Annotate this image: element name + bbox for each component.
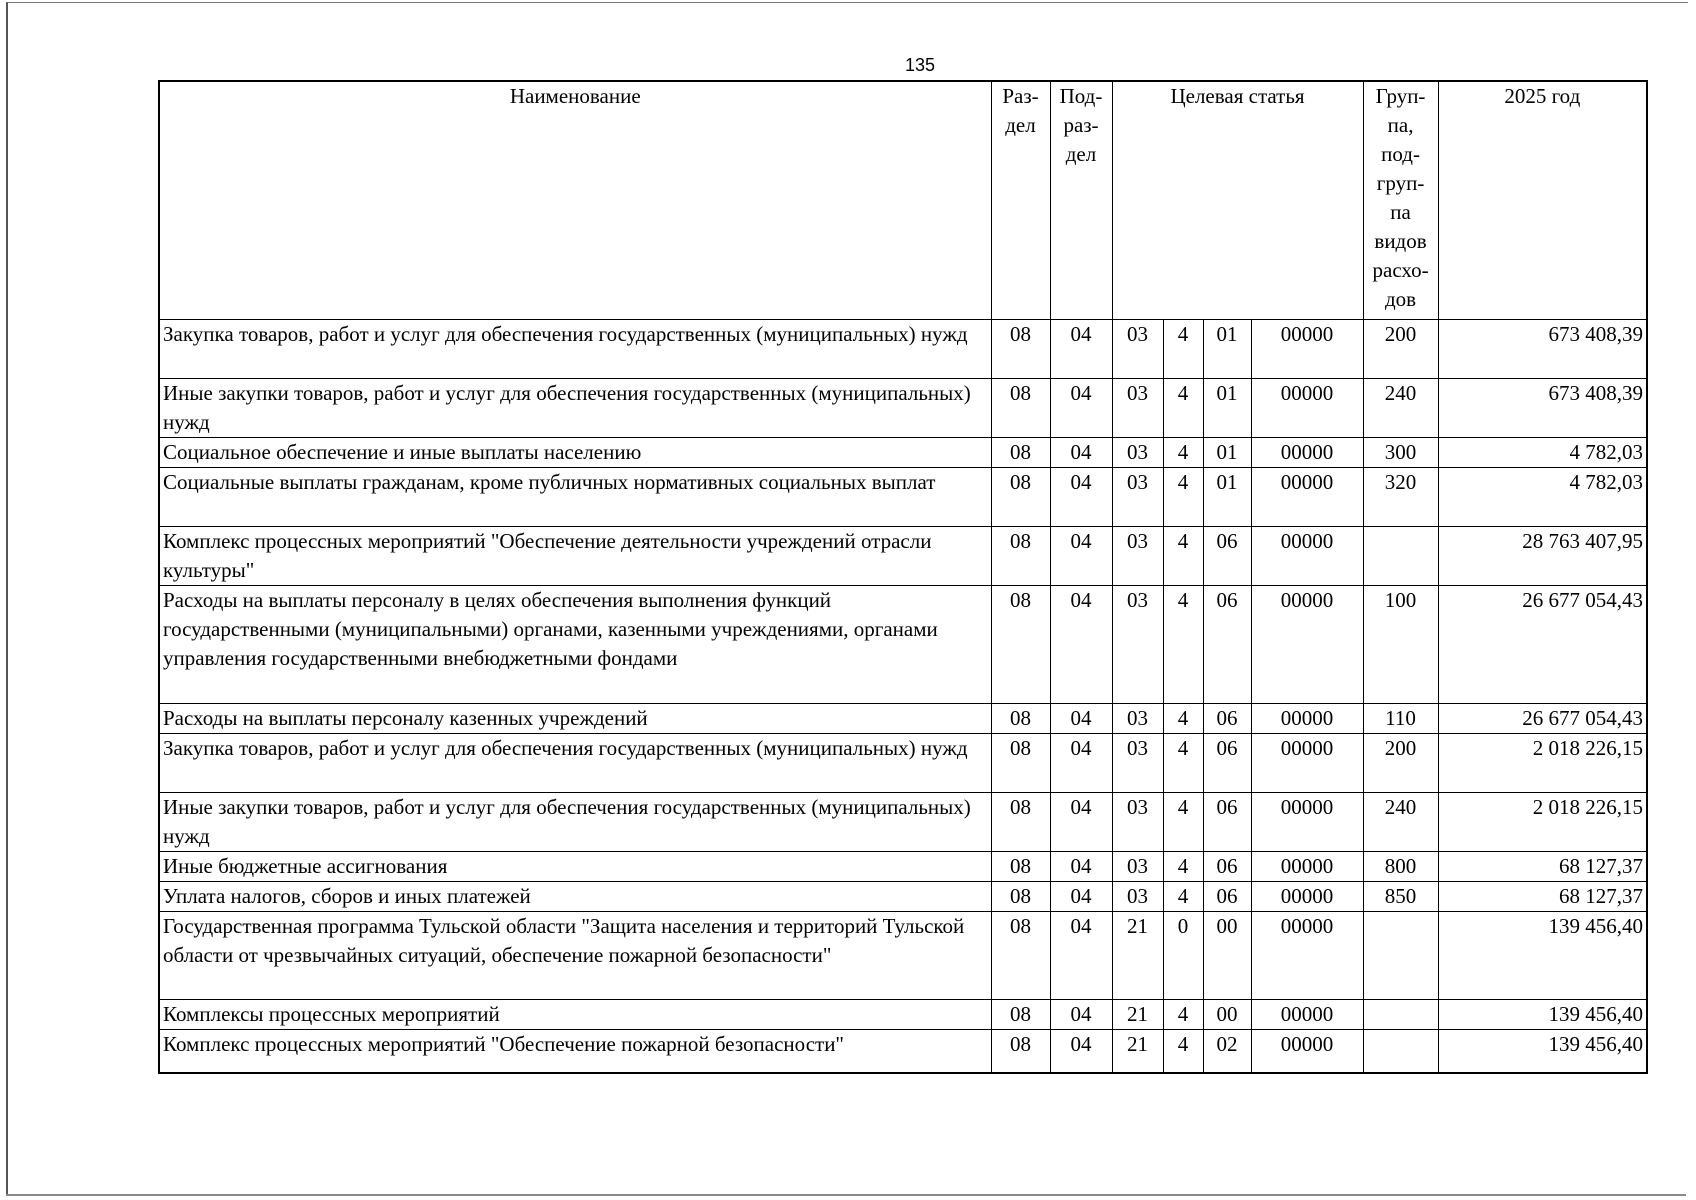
row-target-subprogram: 06 <box>1203 881 1251 911</box>
row-sum-2025: 68 127,37 <box>1438 851 1647 881</box>
row-expense-group: 320 <box>1363 467 1438 526</box>
row-target-subprogram: 06 <box>1203 851 1251 881</box>
row-target-program: 03 <box>1112 378 1163 437</box>
row-target-type: 4 <box>1163 319 1203 378</box>
row-target-type: 4 <box>1163 733 1203 792</box>
row-sum-2025: 2 018 226,15 <box>1438 733 1647 792</box>
row-target-subprogram: 01 <box>1203 437 1251 467</box>
row-name: Расходы на выплаты персоналу в целях обеспечения выполнения функций государственными (муниципальными) органами, казенными учреждениями, органами управления государственными внебюджетными фондами <box>159 585 991 703</box>
row-target-program: 03 <box>1112 467 1163 526</box>
row-sum-2025: 26 677 054,43 <box>1438 703 1647 733</box>
row-name: Социальные выплаты гражданам, кроме публичных нормативных социальных выплат <box>159 467 991 526</box>
row-expense-group <box>1363 999 1438 1029</box>
row-podrazdel: 04 <box>1050 881 1112 911</box>
row-target-program: 03 <box>1112 851 1163 881</box>
row-target-type: 4 <box>1163 999 1203 1029</box>
table-row <box>159 467 1647 526</box>
row-target-subprogram: 06 <box>1203 703 1251 733</box>
row-target-subprogram: 06 <box>1203 733 1251 792</box>
table-row <box>159 881 1647 911</box>
row-target-type: 4 <box>1163 585 1203 703</box>
row-target-direction: 00000 <box>1251 1029 1363 1073</box>
row-expense-group: 110 <box>1363 703 1438 733</box>
table-row <box>159 851 1647 881</box>
row-target-subprogram: 00 <box>1203 911 1251 999</box>
row-name: Социальное обеспечение и иные выплаты населению <box>159 437 991 467</box>
header-year-2025: 2025 год <box>1438 81 1647 319</box>
row-expense-group: 850 <box>1363 881 1438 911</box>
row-razdel: 08 <box>991 526 1050 585</box>
row-name: Расходы на выплаты персоналу казенных учреждений <box>159 703 991 733</box>
row-sum-2025: 139 456,40 <box>1438 911 1647 999</box>
row-target-direction: 00000 <box>1251 467 1363 526</box>
row-razdel: 08 <box>991 378 1050 437</box>
row-podrazdel: 04 <box>1050 911 1112 999</box>
row-razdel: 08 <box>991 851 1050 881</box>
row-target-program: 03 <box>1112 526 1163 585</box>
header-gruppa-vidov-raskhodov: Груп- па, под- груп- па видов расхо- дов <box>1363 81 1438 319</box>
row-razdel: 08 <box>991 319 1050 378</box>
row-sum-2025: 673 408,39 <box>1438 378 1647 437</box>
row-sum-2025: 139 456,40 <box>1438 1029 1647 1073</box>
row-target-program: 03 <box>1112 733 1163 792</box>
header-tselevaya-statya: Целевая статья <box>1112 81 1363 319</box>
row-razdel: 08 <box>991 467 1050 526</box>
row-expense-group <box>1363 911 1438 999</box>
row-podrazdel: 04 <box>1050 467 1112 526</box>
row-target-direction: 00000 <box>1251 703 1363 733</box>
row-podrazdel: 04 <box>1050 733 1112 792</box>
row-target-direction: 00000 <box>1251 911 1363 999</box>
row-podrazdel: 04 <box>1050 319 1112 378</box>
row-razdel: 08 <box>991 881 1050 911</box>
row-target-direction: 00000 <box>1251 437 1363 467</box>
row-target-subprogram: 02 <box>1203 1029 1251 1073</box>
budget-table <box>158 80 1648 1074</box>
row-target-subprogram: 01 <box>1203 467 1251 526</box>
row-razdel: 08 <box>991 733 1050 792</box>
row-target-direction: 00000 <box>1251 792 1363 851</box>
row-target-subprogram: 01 <box>1203 319 1251 378</box>
row-expense-group: 300 <box>1363 437 1438 467</box>
row-target-program: 03 <box>1112 319 1163 378</box>
row-podrazdel: 04 <box>1050 437 1112 467</box>
row-razdel: 08 <box>991 792 1050 851</box>
row-target-program: 03 <box>1112 703 1163 733</box>
row-name: Иные бюджетные ассигнования <box>159 851 991 881</box>
row-target-type: 4 <box>1163 467 1203 526</box>
header-row <box>159 81 1647 319</box>
row-name: Закупка товаров, работ и услуг для обеспечения государственных (муниципальных) нужд <box>159 319 991 378</box>
row-target-type: 4 <box>1163 881 1203 911</box>
table-row <box>159 733 1647 792</box>
row-sum-2025: 28 763 407,95 <box>1438 526 1647 585</box>
row-target-type: 4 <box>1163 437 1203 467</box>
row-name: Государственная программа Тульской области "Защита населения и территорий Тульской области от чрезвычайных ситуаций, обеспечение пожарной безопасности" <box>159 911 991 999</box>
header-name: Наименование <box>159 81 991 319</box>
table-row <box>159 378 1647 437</box>
row-target-subprogram: 06 <box>1203 792 1251 851</box>
row-expense-group: 100 <box>1363 585 1438 703</box>
row-expense-group <box>1363 1029 1438 1073</box>
header-podrazdel: Под- раз- дел <box>1050 81 1112 319</box>
row-target-type: 4 <box>1163 851 1203 881</box>
row-target-program: 03 <box>1112 792 1163 851</box>
row-expense-group <box>1363 526 1438 585</box>
row-target-program: 03 <box>1112 437 1163 467</box>
row-target-type: 4 <box>1163 703 1203 733</box>
bottom-rule <box>6 1194 1686 1196</box>
row-podrazdel: 04 <box>1050 378 1112 437</box>
page-number: 135 <box>904 55 936 75</box>
row-sum-2025: 139 456,40 <box>1438 999 1647 1029</box>
table-body <box>159 319 1647 1073</box>
row-target-type: 4 <box>1163 792 1203 851</box>
row-name: Иные закупки товаров, работ и услуг для обеспечения государственных (муниципальных) нужд <box>159 792 991 851</box>
row-target-direction: 00000 <box>1251 733 1363 792</box>
header-razdel: Раз- дел <box>991 81 1050 319</box>
row-sum-2025: 26 677 054,43 <box>1438 585 1647 703</box>
row-target-type: 4 <box>1163 526 1203 585</box>
row-razdel: 08 <box>991 911 1050 999</box>
table-row <box>159 792 1647 851</box>
row-target-subprogram: 06 <box>1203 526 1251 585</box>
row-sum-2025: 4 782,03 <box>1438 467 1647 526</box>
row-podrazdel: 04 <box>1050 585 1112 703</box>
row-expense-group: 800 <box>1363 851 1438 881</box>
row-podrazdel: 04 <box>1050 792 1112 851</box>
table-row <box>159 437 1647 467</box>
table-row <box>159 999 1647 1029</box>
row-sum-2025: 2 018 226,15 <box>1438 792 1647 851</box>
table-row <box>159 1029 1647 1073</box>
row-podrazdel: 04 <box>1050 526 1112 585</box>
row-razdel: 08 <box>991 1029 1050 1073</box>
row-name: Комплексы процессных мероприятий <box>159 999 991 1029</box>
row-target-direction: 00000 <box>1251 319 1363 378</box>
row-target-program: 21 <box>1112 999 1163 1029</box>
row-sum-2025: 68 127,37 <box>1438 881 1647 911</box>
row-expense-group: 200 <box>1363 733 1438 792</box>
row-expense-group: 200 <box>1363 319 1438 378</box>
row-target-direction: 00000 <box>1251 999 1363 1029</box>
row-expense-group: 240 <box>1363 378 1438 437</box>
row-target-subprogram: 01 <box>1203 378 1251 437</box>
table-row <box>159 703 1647 733</box>
row-target-direction: 00000 <box>1251 378 1363 437</box>
row-target-program: 21 <box>1112 1029 1163 1073</box>
table-row <box>159 585 1647 703</box>
row-name: Закупка товаров, работ и услуг для обеспечения государственных (муниципальных) нужд <box>159 733 991 792</box>
row-razdel: 08 <box>991 999 1050 1029</box>
row-name: Комплекс процессных мероприятий "Обеспечение пожарной безопасности" <box>159 1029 991 1073</box>
row-podrazdel: 04 <box>1050 1029 1112 1073</box>
row-razdel: 08 <box>991 585 1050 703</box>
row-target-type: 0 <box>1163 911 1203 999</box>
row-podrazdel: 04 <box>1050 851 1112 881</box>
row-name: Комплекс процессных мероприятий "Обеспечение деятельности учреждений отрасли культуры" <box>159 526 991 585</box>
row-name: Уплата налогов, сборов и иных платежей <box>159 881 991 911</box>
table-row <box>159 526 1647 585</box>
row-target-subprogram: 00 <box>1203 999 1251 1029</box>
row-expense-group: 240 <box>1363 792 1438 851</box>
table-row <box>159 319 1647 378</box>
row-sum-2025: 4 782,03 <box>1438 437 1647 467</box>
row-target-direction: 00000 <box>1251 851 1363 881</box>
row-target-program: 21 <box>1112 911 1163 999</box>
row-sum-2025: 673 408,39 <box>1438 319 1647 378</box>
row-target-direction: 00000 <box>1251 585 1363 703</box>
row-target-subprogram: 06 <box>1203 585 1251 703</box>
row-target-program: 03 <box>1112 881 1163 911</box>
row-podrazdel: 04 <box>1050 999 1112 1029</box>
row-razdel: 08 <box>991 703 1050 733</box>
row-podrazdel: 04 <box>1050 703 1112 733</box>
row-name: Иные закупки товаров, работ и услуг для обеспечения государственных (муниципальных) нужд <box>159 378 991 437</box>
table-row <box>159 911 1647 999</box>
row-target-program: 03 <box>1112 585 1163 703</box>
row-target-direction: 00000 <box>1251 526 1363 585</box>
row-target-type: 4 <box>1163 378 1203 437</box>
row-target-type: 4 <box>1163 1029 1203 1073</box>
row-razdel: 08 <box>991 437 1050 467</box>
row-target-direction: 00000 <box>1251 881 1363 911</box>
